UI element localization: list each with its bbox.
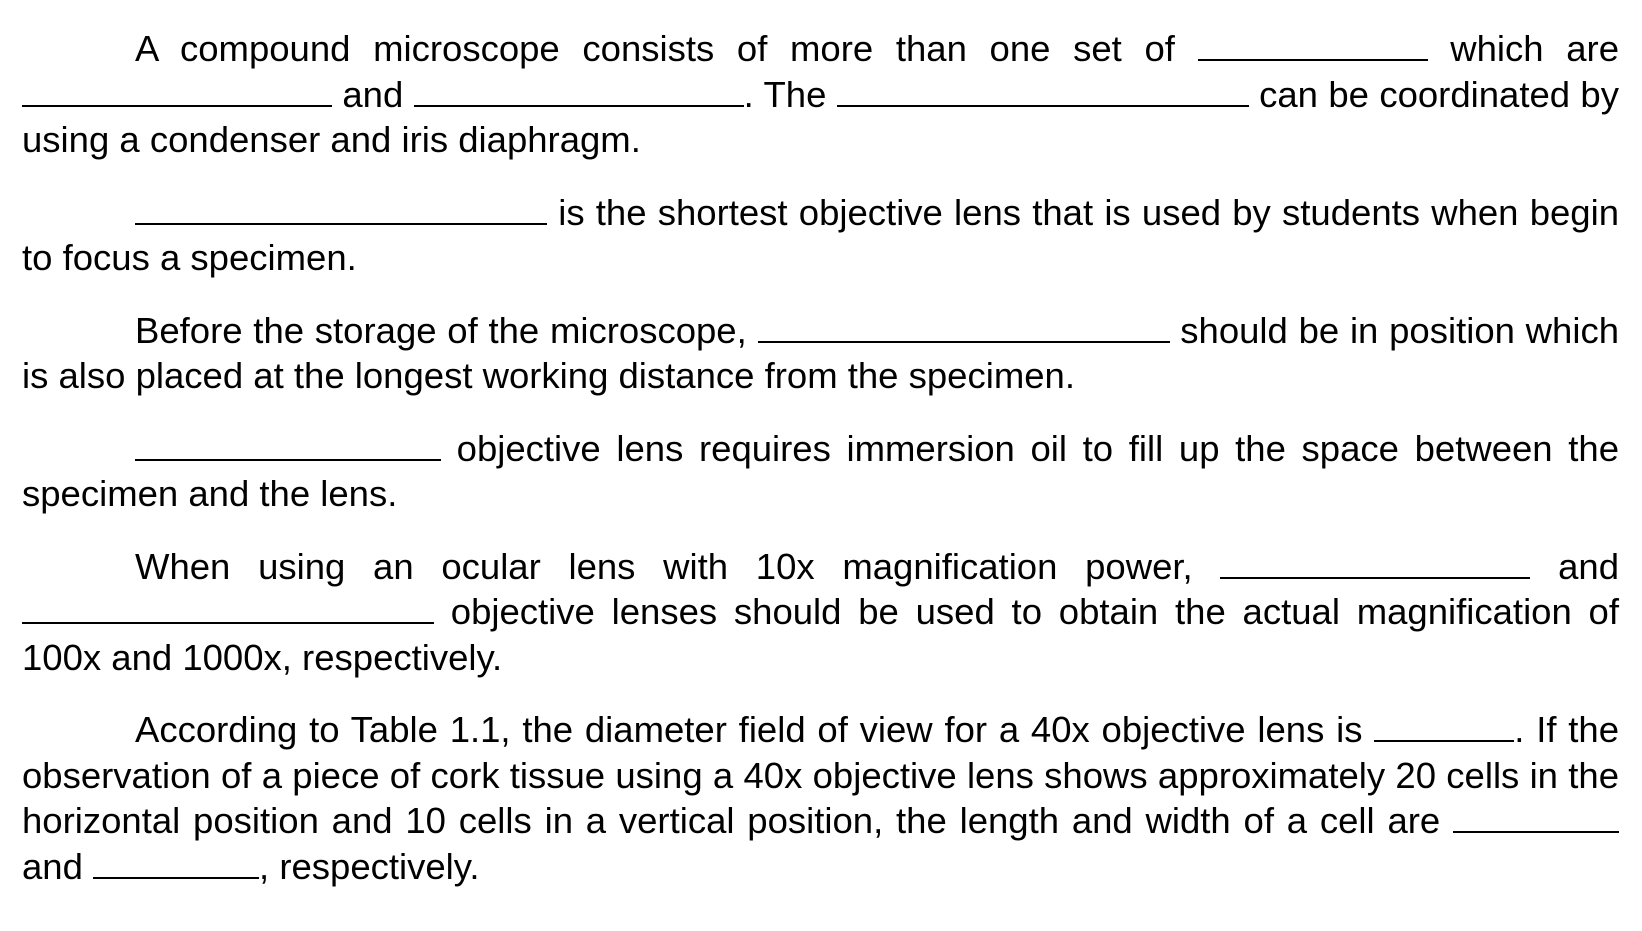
answer-blank[interactable] (22, 595, 434, 624)
question-storage-position (22, 308, 1619, 399)
answer-blank[interactable] (22, 78, 332, 107)
answer-blank[interactable] (135, 432, 441, 461)
answer-blank[interactable] (93, 850, 259, 879)
question-text: . If the observation of a piece of cork tissue using a 40x objective lens shows approximately 20 cells in the horizontal position and 10 cells in a vertical position, the length and width of a cell are (22, 709, 1619, 841)
question-text: When using an ocular lens with 10x magnification power, (135, 545, 1221, 587)
question-shortest-objective (22, 190, 1619, 281)
question-text: objective lens requires immersion oil to fill up the space between the specimen and the lens. (22, 427, 1619, 514)
answer-blank[interactable] (837, 78, 1249, 107)
answer-blank[interactable] (414, 78, 744, 107)
answer-blank[interactable] (1220, 550, 1530, 579)
answer-blank[interactable] (135, 196, 547, 225)
question-text: . The (743, 73, 837, 115)
answer-blank[interactable] (1374, 713, 1514, 742)
answer-blank[interactable] (1453, 804, 1619, 833)
worksheet-document (22, 26, 1619, 889)
question-text: which are (1427, 28, 1619, 69)
question-text: objective lenses should be used to obtain the actual magnification of 100x and 1000x, respectively. (22, 591, 1619, 678)
question-text: , respectively. (259, 845, 480, 887)
question-text: can be coordinated by using a condenser and iris diaphragm. (22, 73, 1619, 160)
question-compound-microscope (22, 26, 1619, 163)
question-text: is the shortest objective lens that is used by students when begin to focus a specimen. (22, 191, 1619, 278)
question-text: should be in position which is also placed at the longest working distance from the specimen. (22, 309, 1619, 396)
question-immersion-oil (22, 426, 1619, 517)
question-ocular-magnification (22, 544, 1619, 681)
answer-blank[interactable] (1198, 32, 1428, 61)
question-text: and (332, 73, 414, 115)
question-field-of-view (22, 707, 1619, 889)
question-text: According to Table 1.1, the diameter field of view for a 40x objective lens is (135, 709, 1375, 750)
question-text: and (22, 845, 94, 887)
question-text: Before the storage of the microscope, (135, 309, 758, 351)
question-text: and (1530, 545, 1619, 587)
answer-blank[interactable] (758, 314, 1170, 343)
question-text: A compound microscope consists of more than one set of (135, 28, 1198, 69)
